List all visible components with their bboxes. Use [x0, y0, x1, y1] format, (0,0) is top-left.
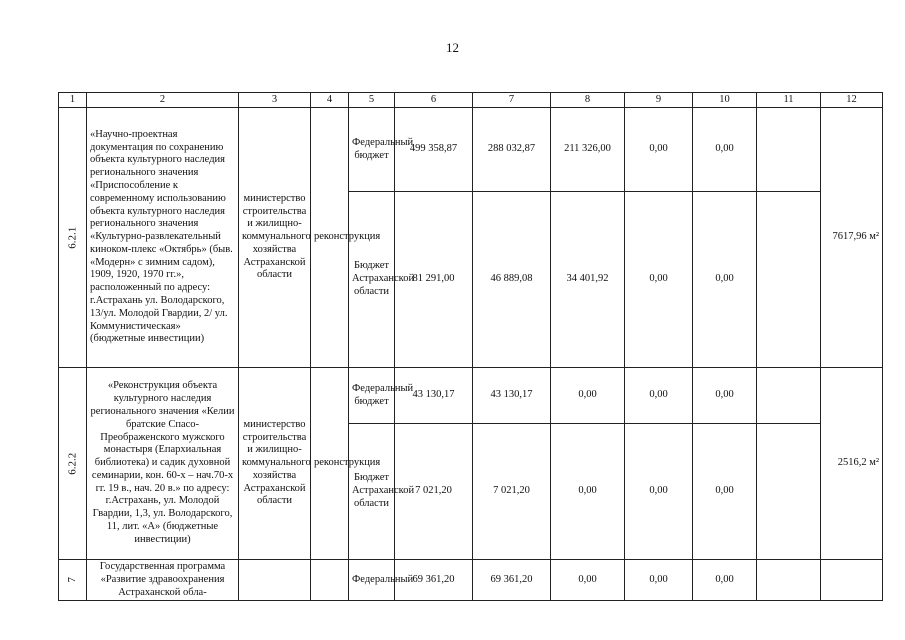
value-cell: [757, 368, 821, 424]
row-number-cell: [59, 108, 87, 368]
value-cell: 81 291,00: [395, 192, 473, 368]
value-cell: 69 361,20: [395, 560, 473, 601]
executor: министерство строительства и жилищно-коммунального хозяйства Астраханской области: [239, 108, 311, 368]
value-cell: 0,00: [693, 368, 757, 424]
row-number: 6.2.2: [66, 452, 79, 475]
object-name: «Научно-проектная документация по сохранению объекта культурного наследия регионального значения «Приспособление к современному использованию объекта культурного наследия регионального значения «Культурно-развлекательный киноком-плекс «Октябрь» (быв. «Модерн» с зимним садом), 1909, 1920, 1970 гг.», расположенный по адресу: г.Астрахань ул. Володарского, 13/ул. Молодой Гвардии, 2/ ул. Коммунистическая» (бюджетные инвестиции): [87, 108, 239, 368]
value-cell: 0,00: [551, 424, 625, 560]
value-cell: 69 361,20: [473, 560, 551, 601]
executor: министерство строительства и жилищно-коммунального хозяйства Астраханской области: [239, 368, 311, 560]
value-cell: 0,00: [625, 424, 693, 560]
value-cell: 0,00: [693, 424, 757, 560]
value-cell: 43 130,17: [395, 368, 473, 424]
value-cell: [757, 424, 821, 560]
value-cell: [757, 560, 821, 601]
object-name: «Реконструкция объекта культурного наследия регионального значения «Келии братские Спасо-Преображенского мужского монастыря (Епархиальная библиотека) и садик духовной семинарии, кон. 60-х – нач.70-х гг. 19 в., нач. 20 в.» по адресу: г.Астрахань, ул. Молодой Гвардии, 1,3, ул. Володарского, 11, лит. «А» (бюджетные инвестиции): [87, 368, 239, 560]
value-cell: 7 021,20: [473, 424, 551, 560]
work-type: реконструкция: [311, 108, 349, 368]
column-header: 9: [625, 93, 693, 108]
column-header: 10: [693, 93, 757, 108]
table-row: [59, 368, 883, 424]
value-cell: 0,00: [625, 192, 693, 368]
value-cell: 0,00: [625, 368, 693, 424]
object-name: Государственная программа «Развитие здравоохранения Астраханской обла-: [87, 560, 239, 601]
funding-source: Федеральный: [349, 560, 395, 601]
column-header: 1: [59, 93, 87, 108]
funding-source: Бюджет Астраханской области: [349, 192, 395, 368]
value-cell: 211 326,00: [551, 108, 625, 192]
area-cell: 2516,2 м²: [821, 368, 883, 560]
area-cell: [821, 560, 883, 601]
page-number: 12: [446, 40, 459, 55]
column-header: 6: [395, 93, 473, 108]
funding-source: Федеральный бюджет: [349, 368, 395, 424]
value-cell: 0,00: [551, 560, 625, 601]
table-row: [59, 560, 883, 601]
column-header: 11: [757, 93, 821, 108]
value-cell: [757, 108, 821, 192]
executor: [239, 560, 311, 601]
value-cell: 288 032,87: [473, 108, 551, 192]
column-header: 7: [473, 93, 551, 108]
table-row: [59, 108, 883, 192]
row-number: 6.2.1: [66, 226, 79, 249]
value-cell: 0,00: [625, 108, 693, 192]
value-cell: 7 021,20: [395, 424, 473, 560]
column-header: 4: [311, 93, 349, 108]
value-cell: 34 401,92: [551, 192, 625, 368]
funding-source: Федеральный бюджет: [349, 108, 395, 192]
funding-source: Бюджет Астраханской области: [349, 424, 395, 560]
program-table: [58, 92, 883, 601]
row-number-cell: [59, 560, 87, 601]
value-cell: 46 889,08: [473, 192, 551, 368]
row-number: 7: [65, 577, 78, 583]
value-cell: [757, 192, 821, 368]
value-cell: 0,00: [693, 192, 757, 368]
value-cell: 0,00: [625, 560, 693, 601]
column-header: 5: [349, 93, 395, 108]
work-type: [311, 560, 349, 601]
value-cell: 0,00: [693, 560, 757, 601]
column-header: 12: [821, 93, 883, 108]
value-cell: 0,00: [693, 108, 757, 192]
value-cell: 43 130,17: [473, 368, 551, 424]
work-type: реконструкция: [311, 368, 349, 560]
value-cell: 0,00: [551, 368, 625, 424]
area-cell: 7617,96 м²: [821, 108, 883, 368]
row-number-cell: [59, 368, 87, 560]
column-header: 8: [551, 93, 625, 108]
column-number-row: [59, 93, 883, 108]
value-cell: 499 358,87: [395, 108, 473, 192]
column-header: 2: [87, 93, 239, 108]
column-header: 3: [239, 93, 311, 108]
